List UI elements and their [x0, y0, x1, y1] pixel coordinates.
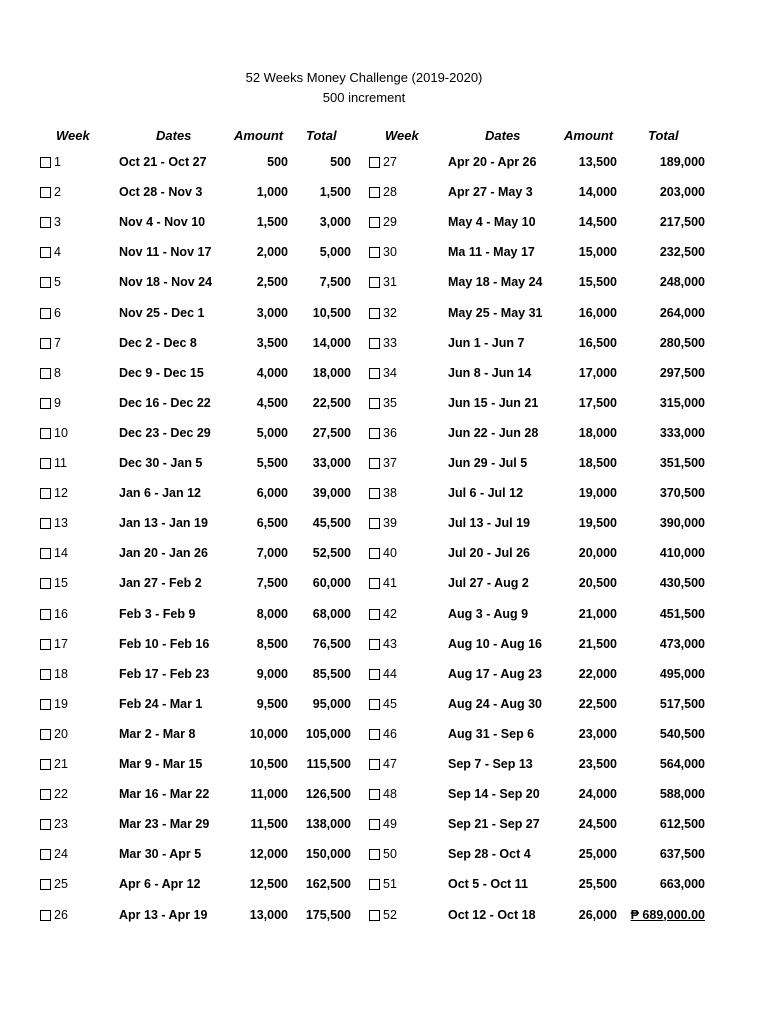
header-week-left: Week: [56, 128, 90, 143]
week-amount: 23,000: [578, 726, 617, 741]
week-number: 15: [54, 576, 68, 591]
week-dates: Feb 17 - Feb 23: [119, 666, 210, 681]
week-number: 45: [383, 696, 397, 711]
week-amount: 500: [267, 155, 288, 169]
week-dates: Dec 30 - Jan 5: [119, 456, 203, 470]
week-total: 138,000: [305, 817, 351, 832]
week-number: 6: [54, 305, 61, 320]
week-dates: Mar 30 - Apr 5: [119, 847, 202, 862]
week-total: 248,000: [659, 275, 705, 290]
document-subtitle: 500 increment: [322, 90, 406, 105]
week-amount: 13,500: [578, 155, 617, 169]
week-dates: Jun 1 - Jun 7: [448, 335, 525, 350]
header-total-left: Total: [306, 128, 337, 143]
week-number: 18: [54, 666, 68, 681]
week-dates: Nov 11 - Nov 17: [119, 245, 212, 260]
week-total: 115,500: [306, 757, 351, 771]
week-amount: 22,000: [578, 666, 617, 681]
week-dates: Feb 10 - Feb 16: [119, 636, 210, 651]
week-number: 1: [54, 155, 61, 169]
week-number: 9: [54, 395, 61, 410]
week-number: 33: [383, 335, 397, 350]
header-amount-left: Amount: [234, 128, 284, 143]
week-number: 13: [54, 516, 68, 531]
week-total: 18,000: [312, 365, 351, 380]
week-dates: Oct 28 - Nov 3: [119, 185, 203, 200]
week-dates: Jun 15 - Jun 21: [448, 395, 539, 410]
week-checkbox[interactable]: [369, 458, 380, 469]
week-number: 24: [54, 847, 68, 862]
week-number: 42: [383, 606, 397, 621]
week-checkbox[interactable]: [369, 910, 380, 921]
week-amount: 25,500: [578, 877, 617, 892]
table-row: [0, 545, 768, 575]
week-checkbox[interactable]: [369, 368, 380, 379]
table-row: [0, 244, 768, 274]
week-checkbox[interactable]: [369, 849, 380, 860]
week-number: 50: [383, 847, 397, 862]
week-number: 40: [383, 546, 397, 561]
week-amount: 10,000: [249, 726, 288, 741]
week-dates: Dec 16 - Dec 22: [119, 395, 211, 410]
week-total: 76,500: [312, 636, 351, 651]
week-amount: 16,000: [578, 305, 617, 320]
week-amount: 17,000: [578, 365, 617, 380]
week-amount: 11,500: [250, 817, 288, 832]
table-row: [0, 876, 768, 906]
week-total: 105,000: [305, 726, 351, 741]
week-dates: Jul 20 - Jul 26: [448, 546, 530, 561]
week-amount: 8,500: [256, 636, 288, 651]
week-total: 1,500: [319, 185, 351, 200]
week-dates: Aug 10 - Aug 16: [448, 636, 542, 651]
week-dates: Oct 5 - Oct 11: [448, 877, 528, 892]
week-number: 21: [54, 757, 68, 771]
week-amount: 21,500: [578, 636, 617, 651]
week-amount: 19,500: [578, 516, 617, 531]
week-dates: Nov 4 - Nov 10: [119, 215, 206, 230]
week-checkbox[interactable]: [369, 247, 380, 258]
week-dates: Feb 24 - Mar 1: [119, 696, 203, 711]
week-amount: 9,000: [256, 666, 288, 681]
week-amount: 21,000: [578, 606, 617, 621]
week-number: 44: [383, 666, 397, 681]
week-amount: 1,500: [256, 215, 288, 230]
week-number: 46: [383, 726, 397, 741]
week-number: 22: [54, 787, 68, 802]
week-number: 27: [383, 155, 397, 169]
week-dates: Jan 20 - Jan 26: [119, 546, 208, 561]
week-total: 451,500: [659, 606, 705, 621]
week-dates: Jan 6 - Jan 12: [119, 486, 201, 501]
week-dates: Sep 21 - Sep 27: [448, 817, 540, 832]
week-dates: Dec 9 - Dec 15: [119, 365, 204, 380]
table-row: [0, 395, 768, 425]
week-total: 22,500: [312, 395, 351, 410]
week-total: 370,500: [659, 486, 705, 501]
week-number: 47: [383, 757, 397, 771]
table-row: [0, 335, 768, 365]
table-row: [0, 425, 768, 455]
table-row: [0, 575, 768, 605]
week-amount: 9,500: [256, 696, 288, 711]
week-number: 29: [383, 215, 397, 230]
week-amount: 5,000: [256, 425, 288, 440]
week-checkbox[interactable]: [369, 338, 380, 349]
week-dates: Nov 18 - Nov 24: [119, 275, 213, 290]
week-dates: Jun 22 - Jun 28: [448, 425, 539, 440]
week-dates: Apr 20 - Apr 26: [448, 155, 537, 169]
week-total: 175,500: [305, 907, 351, 922]
week-total: 280,500: [659, 335, 705, 350]
week-total: 5,000: [319, 245, 351, 260]
table-row: [0, 666, 768, 696]
week-total: 430,500: [659, 576, 705, 591]
week-number: 32: [383, 305, 397, 320]
week-amount: 4,500: [256, 395, 288, 410]
grand-total: ₱ 689,000.00: [630, 907, 705, 922]
week-total: 189,000: [659, 155, 705, 169]
week-amount: 12,500: [249, 877, 288, 892]
week-number: 37: [383, 456, 397, 470]
week-total: 663,000: [659, 877, 705, 892]
week-number: 39: [383, 516, 397, 531]
week-amount: 18,500: [578, 456, 617, 470]
header-week-right: Week: [385, 128, 419, 143]
week-dates: Aug 3 - Aug 9: [448, 606, 529, 621]
week-amount: 12,000: [249, 847, 288, 862]
week-checkbox[interactable]: [369, 699, 380, 710]
week-number: 23: [54, 817, 68, 832]
week-total: 232,500: [659, 245, 705, 260]
week-dates: Apr 27 - May 3: [448, 185, 533, 200]
week-amount: 24,000: [578, 787, 617, 802]
week-total: 68,000: [312, 606, 351, 621]
table-row: [0, 696, 768, 726]
table-row: [0, 606, 768, 636]
week-dates: May 25 - May 31: [448, 305, 543, 320]
week-total: 473,000: [659, 636, 705, 651]
week-checkbox[interactable]: [369, 819, 380, 830]
week-total: 351,500: [659, 456, 705, 470]
week-total: 14,000: [312, 335, 351, 350]
table-row: [0, 816, 768, 846]
week-total: 27,500: [312, 425, 351, 440]
week-amount: 6,500: [256, 516, 288, 531]
week-number: 12: [54, 486, 68, 501]
week-checkbox[interactable]: [369, 669, 380, 680]
week-checkbox[interactable]: [369, 879, 380, 890]
week-total: 150,000: [305, 847, 351, 862]
week-amount: 11,000: [250, 787, 288, 802]
week-number: 4: [54, 245, 61, 260]
week-amount: 16,500: [578, 335, 617, 350]
week-total: 162,500: [305, 877, 351, 892]
week-total: 637,500: [659, 847, 705, 862]
week-amount: 8,000: [256, 606, 288, 621]
week-checkbox[interactable]: [369, 729, 380, 740]
week-checkbox[interactable]: [369, 609, 380, 620]
table-row: [0, 636, 768, 666]
week-dates: Jul 6 - Jul 12: [448, 486, 524, 501]
week-total: 390,000: [659, 516, 705, 531]
week-dates: Feb 3 - Feb 9: [119, 606, 196, 621]
week-number: 14: [54, 546, 68, 561]
week-checkbox[interactable]: [369, 217, 380, 228]
week-number: 16: [54, 606, 68, 621]
week-number: 28: [383, 185, 397, 200]
week-amount: 4,000: [256, 365, 288, 380]
week-amount: 15,500: [578, 275, 617, 290]
week-amount: 10,500: [249, 757, 288, 771]
week-dates: Jun 29 - Jul 5: [448, 456, 528, 470]
week-dates: Dec 2 - Dec 8: [119, 335, 197, 350]
week-number: 31: [383, 275, 397, 290]
week-total: 85,500: [312, 666, 351, 681]
week-number: 11: [54, 456, 67, 470]
table-row: [0, 515, 768, 545]
week-dates: Oct 12 - Oct 18: [448, 907, 536, 922]
week-amount: 20,500: [578, 576, 617, 591]
week-dates: Sep 7 - Sep 13: [448, 757, 533, 771]
week-checkbox[interactable]: [369, 157, 380, 168]
week-dates: Sep 14 - Sep 20: [448, 787, 540, 802]
table-row: [0, 184, 768, 214]
week-dates: Jul 27 - Aug 2: [448, 576, 529, 591]
week-number: 19: [54, 696, 68, 711]
week-amount: 5,500: [256, 456, 288, 470]
week-amount: 20,000: [578, 546, 617, 561]
header-amount-right: Amount: [564, 128, 614, 143]
week-dates: Mar 9 - Mar 15: [119, 757, 203, 771]
week-checkbox[interactable]: [369, 548, 380, 559]
week-number: 41: [383, 576, 397, 591]
week-dates: Sep 28 - Oct 4: [448, 847, 531, 862]
week-number: 38: [383, 486, 397, 501]
table-row: [0, 214, 768, 244]
week-number: 25: [54, 877, 68, 892]
week-total: 517,500: [659, 696, 705, 711]
week-total: 540,500: [659, 726, 705, 741]
week-checkbox[interactable]: [369, 308, 380, 319]
week-checkbox[interactable]: [369, 639, 380, 650]
week-dates: Jun 8 - Jun 14: [448, 365, 532, 380]
week-dates: Ma 11 - May 17: [448, 245, 535, 260]
week-amount: 17,500: [578, 395, 617, 410]
week-number: 43: [383, 636, 397, 651]
week-total: 315,000: [659, 395, 705, 410]
week-total: 95,000: [312, 696, 351, 711]
week-total: 264,000: [659, 305, 705, 320]
week-number: 2: [54, 185, 61, 200]
week-number: 30: [383, 245, 397, 260]
week-checkbox[interactable]: [369, 277, 380, 288]
table-row: [0, 305, 768, 335]
week-dates: May 4 - May 10: [448, 215, 536, 230]
week-total: 612,500: [659, 817, 705, 832]
table-row: [0, 485, 768, 515]
week-checkbox[interactable]: [369, 398, 380, 409]
week-amount: 13,000: [249, 907, 288, 922]
week-number: 17: [54, 636, 68, 651]
week-dates: May 18 - May 24: [448, 275, 543, 290]
week-amount: 7,000: [256, 546, 288, 561]
week-total: 3,000: [319, 215, 351, 230]
table-row: [0, 846, 768, 876]
week-amount: 2,000: [256, 245, 288, 260]
week-total: 564,000: [659, 757, 705, 771]
document-title: 52 Weeks Money Challenge (2019-2020): [245, 70, 483, 85]
week-total: 33,000: [312, 456, 351, 470]
week-total: 410,000: [659, 546, 705, 561]
table-row: [0, 365, 768, 395]
week-amount: 14,000: [578, 185, 617, 200]
week-amount: 7,500: [256, 576, 288, 591]
week-amount: 18,000: [578, 425, 617, 440]
week-dates: Mar 2 - Mar 8: [119, 726, 196, 741]
week-total: 203,000: [659, 185, 705, 200]
week-checkbox[interactable]: [369, 488, 380, 499]
week-amount: 15,000: [578, 245, 617, 260]
table-row: [0, 455, 768, 485]
week-amount: 3,500: [256, 335, 288, 350]
week-total: 52,500: [312, 546, 351, 561]
table-row: [0, 726, 768, 756]
week-number: 52: [383, 907, 397, 922]
week-amount: 19,000: [578, 486, 617, 501]
table-row: [0, 786, 768, 816]
week-number: 20: [54, 726, 68, 741]
week-total: 126,500: [305, 787, 351, 802]
week-dates: Jul 13 - Jul 19: [448, 516, 530, 531]
week-dates: Apr 6 - Apr 12: [119, 877, 201, 892]
week-checkbox[interactable]: [369, 578, 380, 589]
week-dates: Jan 27 - Feb 2: [119, 576, 202, 591]
week-checkbox[interactable]: [369, 789, 380, 800]
table-row: [0, 907, 768, 937]
week-number: 51: [383, 877, 397, 892]
week-number: 10: [54, 425, 68, 440]
week-number: 36: [383, 425, 397, 440]
week-number: 7: [54, 335, 61, 350]
week-total: 588,000: [659, 787, 705, 802]
week-dates: Nov 25 - Dec 1: [119, 305, 205, 320]
week-total: 39,000: [312, 486, 351, 501]
week-amount: 24,500: [578, 817, 617, 832]
week-number: 8: [54, 365, 61, 380]
week-total: 297,500: [659, 365, 705, 380]
week-amount: 6,000: [256, 486, 288, 501]
week-amount: 1,000: [256, 185, 288, 200]
week-dates: Oct 21 - Oct 27: [119, 155, 207, 169]
week-amount: 3,000: [256, 305, 288, 320]
table-row: [0, 756, 768, 786]
week-dates: Jan 13 - Jan 19: [119, 516, 208, 531]
week-dates: Mar 23 - Mar 29: [119, 817, 210, 832]
week-amount: 25,000: [578, 847, 617, 862]
week-dates: Aug 31 - Sep 6: [448, 726, 535, 741]
week-total: 217,500: [659, 215, 705, 230]
week-amount: 26,000: [578, 907, 617, 922]
week-number: 3: [54, 215, 61, 230]
week-checkbox[interactable]: [369, 518, 380, 529]
table-row: [0, 274, 768, 304]
week-total: 60,000: [312, 576, 351, 591]
week-total: 500: [330, 155, 351, 169]
week-dates: Aug 17 - Aug 23: [448, 666, 542, 681]
week-checkbox[interactable]: [369, 759, 380, 770]
header-dates-right: Dates: [485, 128, 521, 143]
week-number: 26: [54, 907, 68, 922]
week-total: 10,500: [312, 305, 351, 320]
week-amount: 14,500: [578, 215, 617, 230]
week-dates: Mar 16 - Mar 22: [119, 787, 210, 802]
week-number: 5: [54, 275, 61, 290]
week-amount: 2,500: [256, 275, 288, 290]
week-checkbox[interactable]: [369, 187, 380, 198]
table-row: [0, 154, 768, 184]
week-amount: 22,500: [578, 696, 617, 711]
week-total: 7,500: [319, 275, 351, 290]
header-dates-left: Dates: [156, 128, 192, 143]
week-number: 34: [383, 365, 397, 380]
week-dates: Apr 13 - Apr 19: [119, 907, 208, 922]
week-number: 48: [383, 787, 397, 802]
week-total: 333,000: [659, 425, 705, 440]
header-total-right: Total: [648, 128, 679, 143]
week-amount: 23,500: [578, 757, 617, 771]
week-dates: Aug 24 - Aug 30: [448, 696, 542, 711]
week-number: 35: [383, 395, 397, 410]
week-dates: Dec 23 - Dec 29: [119, 425, 211, 440]
week-total: 495,000: [659, 666, 705, 681]
week-total: 45,500: [312, 516, 351, 531]
week-number: 49: [383, 817, 397, 832]
week-checkbox[interactable]: [369, 428, 380, 439]
